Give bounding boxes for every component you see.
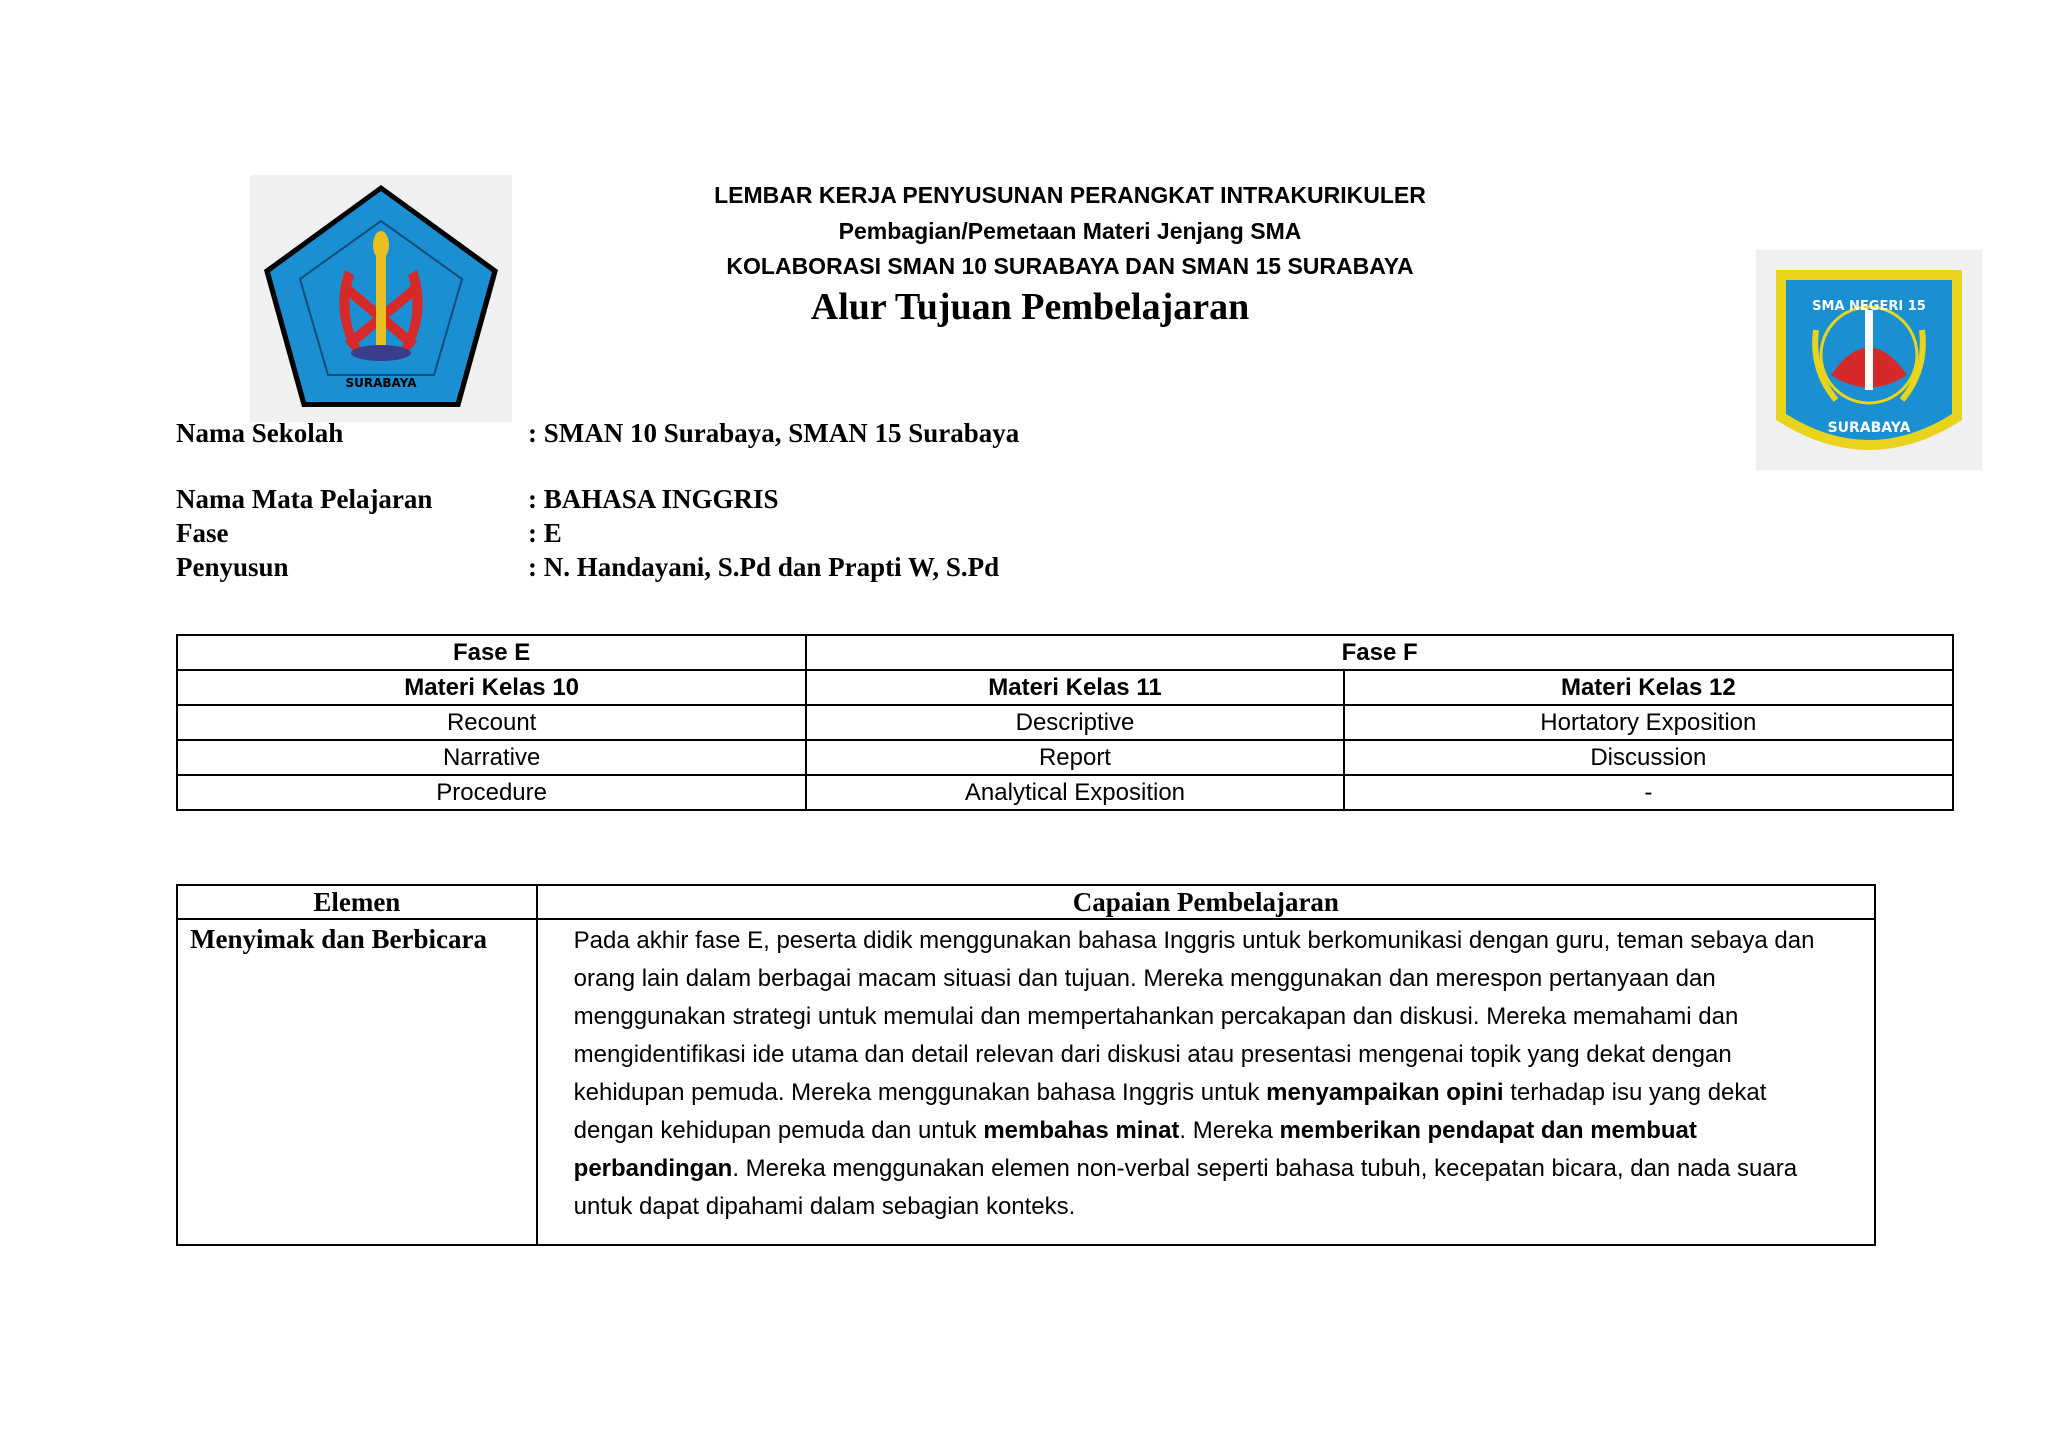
- sman10-logo: [250, 175, 512, 422]
- header-line-2: Pembagian/Pemetaan Materi Jenjang SMA: [838, 218, 1302, 244]
- sman15-emblem-icon: [1756, 250, 1982, 470]
- table-row: [177, 670, 1953, 705]
- table-row: [177, 740, 1953, 775]
- phase-header-e: Fase E: [177, 635, 806, 670]
- sman10-emblem-icon: [250, 175, 512, 422]
- header-line-1: LEMBAR KERJA PENYUSUNAN PERANGKAT INTRAKURIKULER: [714, 182, 1426, 208]
- info-value-penyusun: : N. Handayani, S.Pd dan Prapti W, S.Pd: [528, 552, 1000, 582]
- table-cell: Discussion: [1344, 740, 1953, 775]
- table-row: [177, 775, 1953, 810]
- column-header: Materi Kelas 12: [1344, 670, 1953, 705]
- table-row: [177, 635, 1953, 670]
- column-header-elemen: Elemen: [177, 885, 537, 919]
- capaian-table: [176, 884, 1876, 1246]
- table-cell: -: [1344, 775, 1953, 810]
- table-row: [177, 885, 1875, 919]
- table-cell: Analytical Exposition: [806, 775, 1343, 810]
- table-cell: Procedure: [177, 775, 806, 810]
- column-header: Materi Kelas 11: [806, 670, 1343, 705]
- info-value-sekolah: : SMAN 10 Surabaya, SMAN 15 Surabaya: [528, 418, 1020, 448]
- table-cell: Descriptive: [806, 705, 1343, 740]
- desc-bold: memberikan pendapat dan membuat perbandingan: [573, 1117, 1697, 1182]
- info-label-sekolah: Nama Sekolah: [176, 418, 344, 448]
- elemen-cell: Menyimak dan Berbicara: [177, 919, 537, 1245]
- header-line-3: KOLABORASI SMAN 10 SURABAYA DAN SMAN 15 SURABAYA: [726, 253, 1414, 279]
- table-cell: Narrative: [177, 740, 806, 775]
- desc-bold: menyampaikan opini: [1266, 1079, 1504, 1106]
- svg-text:SMA NEGERI 15: SMA NEGERI 15: [1812, 299, 1926, 314]
- info-value-mapel: : BAHASA INGGRIS: [528, 484, 779, 514]
- table-cell: Report: [806, 740, 1343, 775]
- phase-header-f: Fase F: [806, 635, 1953, 670]
- table-row: [177, 919, 1875, 1245]
- svg-text:SURABAYA: SURABAYA: [1827, 420, 1911, 436]
- page-title: Alur Tujuan Pembelajaran: [810, 286, 1250, 328]
- column-header-capaian: Capaian Pembelajaran: [537, 885, 1875, 919]
- table-row: [177, 705, 1953, 740]
- table-cell: Hortatory Exposition: [1344, 705, 1953, 740]
- info-label-mapel: Nama Mata Pelajaran: [176, 484, 433, 514]
- capaian-description: [537, 919, 1875, 1245]
- materi-table: [176, 634, 1954, 811]
- desc-text: Pada akhir fase E, peserta didik menggunakan bahasa Inggris untuk berkomunikasi dengan guru, teman sebaya dan orang lain dalam berbagai macam situasi dan tujuan. Mereka menggunakan dan merespon pertanyaan dan menggunakan strategi untuk memulai dan mempertahankan percakapan dan diskusi. Mereka memahami dan mengidentifikasi ide utama dan detail relevan dari diskusi atau presentasi mengenai topik yang dekat dengan kehidupan pemuda. Mereka menggunakan bahasa Inggris untuk: [573, 927, 1815, 1106]
- desc-bold: membahas minat: [983, 1117, 1180, 1144]
- desc-text: terhadap isu yang dekat dengan kehidupan pemuda dan untuk: [573, 1079, 1767, 1144]
- info-value-fase: : E: [528, 518, 562, 548]
- table-cell: Recount: [177, 705, 806, 740]
- svg-text:SURABAYA: SURABAYA: [345, 376, 417, 390]
- info-label-penyusun: Penyusun: [176, 552, 289, 582]
- info-label-fase: Fase: [176, 518, 229, 548]
- sman15-logo: [1756, 250, 1982, 470]
- column-header: Materi Kelas 10: [177, 670, 806, 705]
- desc-text: . Mereka menggunakan elemen non-verbal seperti bahasa tubuh, kecepatan bicara, dan nada suara untuk dapat dipahami dalam sebagian konteks.: [573, 1155, 1798, 1220]
- desc-text: . Mereka: [1179, 1117, 1280, 1144]
